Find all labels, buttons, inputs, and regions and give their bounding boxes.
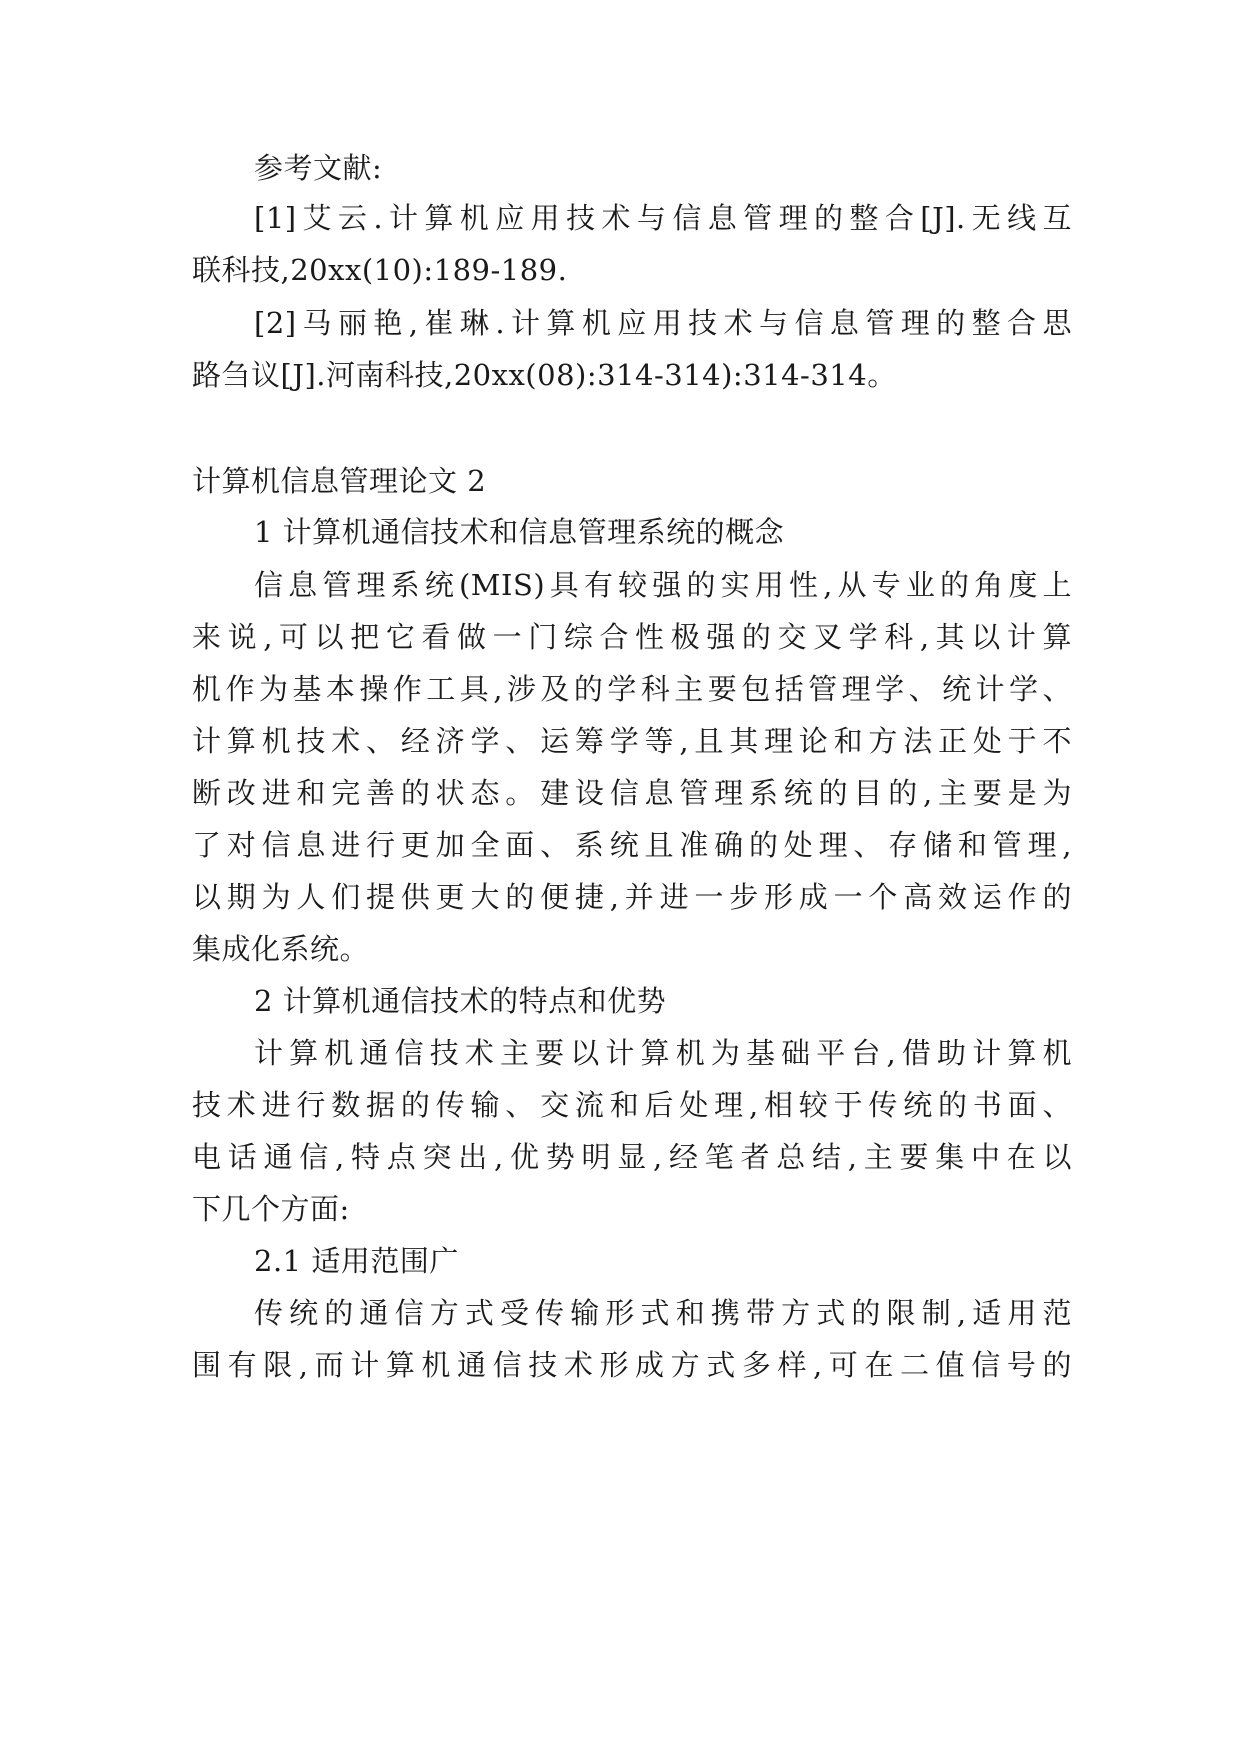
section-1-para-line: 断改进和完善的状态。建设信息管理系统的目的,主要是为 <box>192 776 1072 810</box>
section-1-heading: 1 计算机通信技术和信息管理系统的概念 <box>254 515 785 549</box>
section-2-heading: 2 计算机通信技术的特点和优势 <box>254 984 667 1018</box>
section-2-para-line: 下几个方面: <box>192 1192 350 1226</box>
section-2-para-line: 技术进行数据的传输、交流和后处理,相较于传统的书面、 <box>192 1088 1072 1122</box>
section-2-para-line: 计算机通信技术主要以计算机为基础平台,借助计算机 <box>254 1036 1072 1070</box>
reference-2-line-1: [2]马丽艳,崔琳.计算机应用技术与信息管理的整合思 <box>254 306 1072 340</box>
section-2-1-para-line: 围有限,而计算机通信技术形成方式多样,可在二值信号的 <box>192 1348 1072 1382</box>
section-1-para-line: 集成化系统。 <box>192 932 370 966</box>
section-1-para-line: 计算机技术、经济学、运筹学等,且其理论和方法正处于不 <box>192 724 1072 758</box>
article-title: 计算机信息管理论文 2 <box>192 464 487 498</box>
section-1-para-line: 以期为人们提供更大的便捷,并进一步形成一个高效运作的 <box>192 880 1072 914</box>
section-2-1-heading: 2.1 适用范围广 <box>254 1244 459 1278</box>
reference-2-line-2: 路刍议[J].河南科技,20xx(08):314-314):314-314。 <box>192 358 897 392</box>
section-1-para-line: 了对信息进行更加全面、系统且准确的处理、存储和管理, <box>192 828 1072 862</box>
section-1-para-line: 机作为基本操作工具,涉及的学科主要包括管理学、统计学、 <box>192 672 1072 706</box>
reference-1-line-1: [1]艾云.计算机应用技术与信息管理的整合[J].无线互 <box>254 201 1072 235</box>
references-heading: 参考文献: <box>254 151 383 185</box>
section-1-para-line: 来说,可以把它看做一门综合性极强的交叉学科,其以计算 <box>192 620 1072 654</box>
reference-1-line-2: 联科技,20xx(10):189-189. <box>192 253 568 287</box>
section-2-para-line: 电话通信,特点突出,优势明显,经笔者总结,主要集中在以 <box>192 1140 1072 1174</box>
section-2-1-para-line: 传统的通信方式受传输形式和携带方式的限制,适用范 <box>254 1296 1072 1330</box>
section-1-para-line: 信息管理系统(MIS)具有较强的实用性,从专业的角度上 <box>254 568 1072 602</box>
